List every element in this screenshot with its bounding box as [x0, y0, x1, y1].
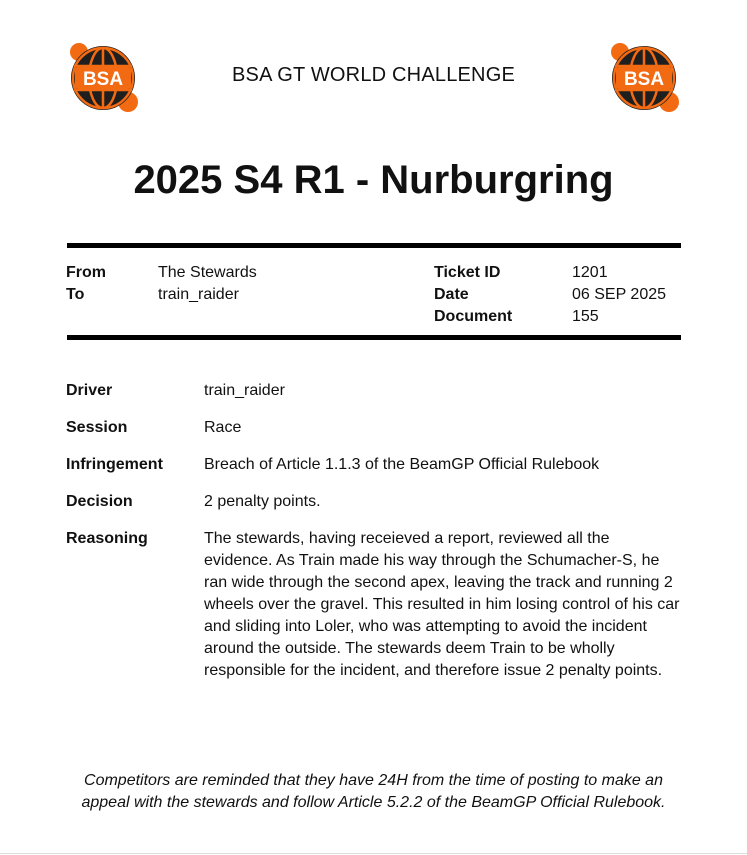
decision-details [66, 380, 682, 697]
meta-from-row [66, 262, 257, 284]
detail-label: Driver [66, 382, 113, 399]
meta-date-value: 06 SEP 2025 [572, 286, 667, 303]
meta-date-label: Date [434, 286, 469, 303]
detail-row-reasoning [66, 528, 682, 682]
meta-to-label: To [66, 286, 85, 303]
detail-value: train_raider [204, 382, 285, 399]
bsa-logo-right [606, 42, 682, 114]
detail-label: Reasoning [66, 530, 148, 547]
detail-value: Breach of Article 1.1.3 of the BeamGP Official Rulebook [204, 456, 600, 473]
detail-row-session [66, 417, 682, 439]
divider-bottom [67, 335, 681, 340]
series-name: BSA GT WORLD CHALLENGE [232, 64, 515, 86]
event-title: 2025 S4 R1 - Nurburgring [133, 158, 614, 202]
meta-document-row [434, 306, 666, 328]
meta-document-value: 155 [572, 308, 599, 325]
meta-to-row [66, 284, 257, 306]
detail-value: 2 penalty points. [204, 493, 321, 510]
detail-value: The stewards, having receieved a report, reviewed all the evidence. As Train made his way through the Schumacher-S, he ran wide through the second apex, leaving the track and running 2 wheels over the gravel. This resulted in him losing control of his car and sliding into Loler, who was attempting to avoid the incident around the outside. The stewards deem Train to be wholly responsible for the incident, and therefore issue 2 penalty points. [204, 530, 680, 679]
appeal-notice: Competitors are reminded that they have 24H from the time of posting to make an appeal with the stewards and follow Article 5.2.2 of the BeamGP Official Rulebook. [81, 772, 666, 811]
meta-to-value: train_raider [158, 286, 239, 303]
detail-row-driver [66, 380, 682, 402]
meta-date-row [434, 284, 666, 306]
divider-top [67, 243, 681, 248]
detail-label: Infringement [66, 456, 163, 473]
meta-document-label: Document [434, 308, 513, 325]
logo-text: BSA [82, 69, 124, 90]
meta-ticket-label: Ticket ID [434, 264, 501, 281]
logo-text: BSA [623, 69, 665, 90]
meta-ticket-row [434, 262, 666, 284]
detail-label: Session [66, 419, 128, 436]
globe-icon [606, 42, 682, 114]
page-bottom-border [0, 853, 747, 854]
detail-row-infringement [66, 454, 682, 476]
detail-label: Decision [66, 493, 133, 510]
meta-left [66, 262, 257, 306]
meta-ticket-value: 1201 [572, 264, 608, 281]
meta-from-label: From [66, 264, 106, 281]
detail-row-decision [66, 491, 682, 513]
detail-value: Race [204, 419, 242, 436]
meta-from-value: The Stewards [158, 264, 257, 281]
meta-right [434, 262, 666, 328]
